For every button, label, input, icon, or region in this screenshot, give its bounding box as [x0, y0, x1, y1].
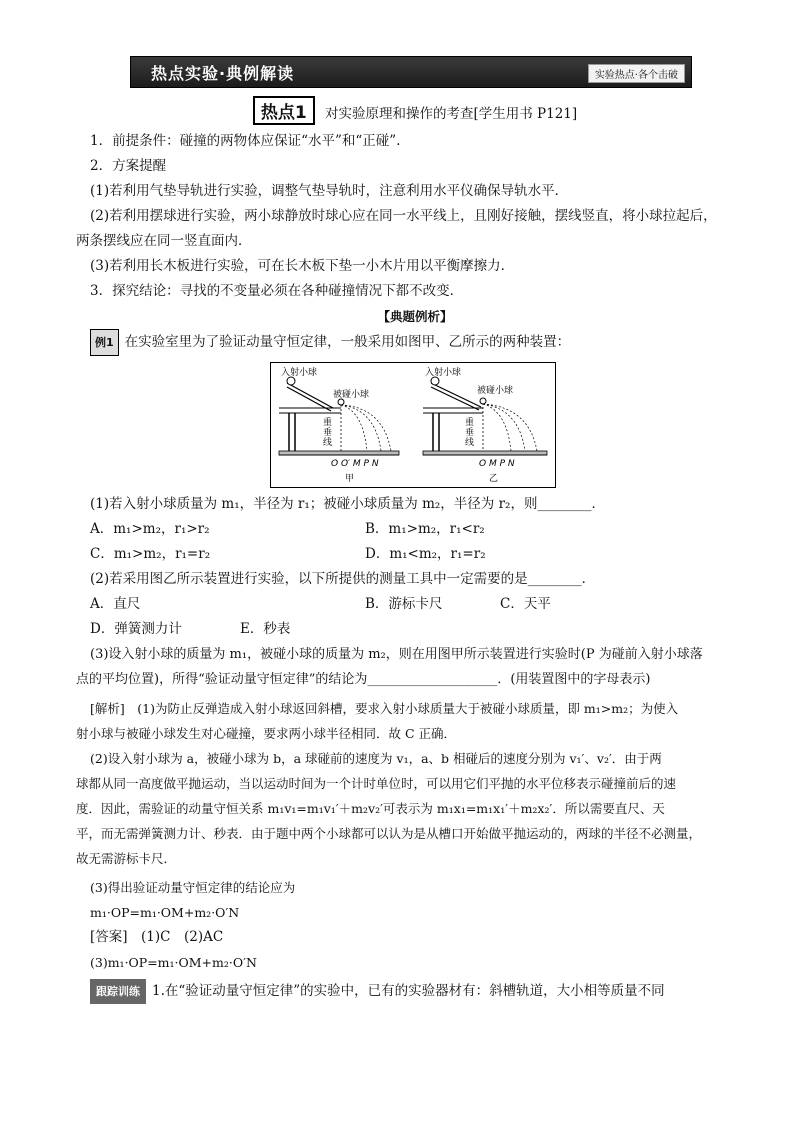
point-1: 1．前提条件：碰撞的两物体应保证“水平”和“正碰”． — [90, 133, 410, 149]
q1-option-d: D．m₁<m₂，r₁=r₂ — [365, 546, 486, 562]
solution-2-line2: 球都从同一高度做平抛运动，当以运动时间为一个计时单位时，可以用它们平抛的水平位移表示碰撞前后的速 — [76, 776, 677, 791]
q2-option-c: C．天平 — [500, 596, 551, 612]
solution-2-line4: 平，而无需弹簧测力计、秒表．由于题中两个小球都可以认为是从槽口开始做平抛运动的，两球的半径不必测量， — [76, 826, 702, 841]
plumb-label-jia-1: 重 — [323, 418, 333, 428]
apparatus-jia — [279, 366, 399, 484]
example-stem: 在实验室里为了验证动量守恒定律，一般采用如图甲、乙所示的两种装置： — [124, 334, 571, 350]
q2-option-d: D．弹簧测力计 — [90, 621, 182, 637]
page — [76, 56, 740, 1004]
solution — [76, 696, 740, 975]
solution-1-line2: 射小球与被碰小球发生对心碰撞，要求两小球半径相同．故 C 正确． — [76, 726, 457, 741]
target-ball-label-jia: 被碰小球 — [333, 390, 370, 400]
key-points — [76, 129, 740, 304]
question-3-line2: 点的平均位置)，所得“验证动量守恒定律”的结论为____________________．(用装置图中的字母表示) — [76, 672, 651, 687]
plumb-label-yi-1: 重 — [465, 418, 475, 428]
solution-2-line3: 度．因此，需验证的动量守恒关系 m₁v₁=m₁v₁′＋m₂v₂′可表示为 m₁x₁=m₁x₁′＋m₂x₂′．所以需要直尺、天 — [76, 801, 665, 816]
point-2a: (1)若利用气垫导轨进行实验，调整气垫导轨时，注意利用水平仪确保导轨水平． — [90, 183, 569, 199]
apparatus-figure — [270, 362, 556, 488]
q2-option-e: E．秒表 — [240, 621, 291, 637]
point-2b-line2: 两条摆线应在同一竖直面内． — [76, 233, 252, 249]
equation-1: m₁·OP=m₁·OM+m₂·O′N — [90, 905, 240, 920]
q1-options-row2 — [90, 542, 740, 567]
points-label-yi: O M P N — [479, 459, 515, 469]
equation-2: (3)m₁·OP=m₁·OM+m₂·O′N — [90, 955, 257, 970]
point-2b-line1: (2)若利用摆球进行实验，两小球静放时球心应在同一水平线上，且刚好接触，摆线竖直，将小球拉起后， — [90, 208, 717, 224]
q2-option-b: B．游标卡尺 — [365, 596, 443, 612]
q2-options-row1 — [90, 592, 740, 617]
plumb-label-jia-2: 垂 — [323, 428, 333, 438]
question-2: (2)若采用图乙所示装置进行实验，以下所提供的测量工具中一定需要的是________． — [90, 571, 596, 587]
point-2: 2．方案提醒 — [90, 158, 167, 174]
solution-3: (3)得出验证动量守恒定律的结论应为 — [90, 880, 296, 895]
solution-2-line1: (2)设入射小球为 a，被碰小球为 b，a 球碰前的速度为 v₁，a、b 相碰后的速度分别为 v₁′、v₂′．由于两 — [90, 751, 662, 766]
q1-option-a: A．m₁>m₂，r₁>r₂ — [90, 521, 210, 537]
point-3: 3．探究结论：寻找的不变量必须在各种碰撞情况下都不改变． — [90, 283, 464, 299]
q1-options-row1 — [90, 517, 740, 542]
incident-ball-label-yi: 入射小球 — [425, 368, 462, 378]
question-1: (1)若入射小球质量为 m₁，半径为 r₁；被碰小球质量为 m₂，半径为 r₂，则________． — [90, 496, 605, 512]
incident-ball-label-jia: 入射小球 — [281, 368, 318, 378]
hot-heading — [90, 96, 740, 125]
question-3-line1: (3)设入射小球的质量为 m₁，被碰小球的质量为 m₂，则在用图甲所示装置进行实验时(P 为碰前入射小球落 — [90, 647, 703, 662]
banner-title: 热点实验·典例解读 — [151, 64, 295, 83]
example-tag: 例1 — [90, 329, 119, 356]
q1-option-c: C．m₁>m₂，r₁=r₂ — [90, 546, 211, 562]
apparatus-diagram — [271, 363, 555, 487]
section-banner — [130, 56, 692, 88]
points-label-jia: O O′ M P N — [331, 459, 379, 469]
solution-1-line1: [解析] (1)为防止反弹造成入射小球返回斜槽，要求入射小球质量大于被碰小球质量，即 m₁>m₂；为使入 — [90, 701, 679, 716]
example-heading: 【典题例析】 — [377, 309, 453, 324]
banner-subtitle: 实验热点·各个击破 — [588, 64, 685, 83]
q2-option-a: A．直尺 — [90, 596, 141, 612]
track-training — [90, 979, 740, 1004]
example-stem-line — [90, 329, 740, 356]
track-tag: 跟踪训练 — [90, 979, 146, 1004]
plumb-label-yi-3: 线 — [465, 438, 475, 448]
figure-label-jia: 甲 — [345, 474, 355, 484]
q1-option-b: B．m₁>m₂，r₁<r₂ — [365, 521, 485, 537]
q2-options-row2 — [90, 617, 740, 642]
target-ball-label-yi: 被碰小球 — [477, 386, 514, 396]
track-text: 1.在“验证动量守恒定律”的实验中，已有的实验器材有：斜槽轨道，大小相等质量不同 — [152, 983, 665, 999]
hot-tag: 热点1 — [253, 96, 315, 125]
solution-2-line5: 故无需游标卡尺． — [76, 851, 177, 866]
answer: [答案] (1)C (2)AC — [90, 929, 224, 945]
plumb-label-jia-3: 线 — [323, 438, 333, 448]
apparatus-yi — [423, 366, 547, 484]
point-2c: (3)若利用长木板进行实验，可在长木板下垫一小木片用以平衡摩擦力． — [90, 258, 515, 274]
figure-label-yi: 乙 — [489, 474, 499, 484]
hot-title: 对实验原理和操作的考查[学生用书 P121] — [324, 106, 578, 122]
plumb-label-yi-2: 垂 — [465, 428, 475, 438]
